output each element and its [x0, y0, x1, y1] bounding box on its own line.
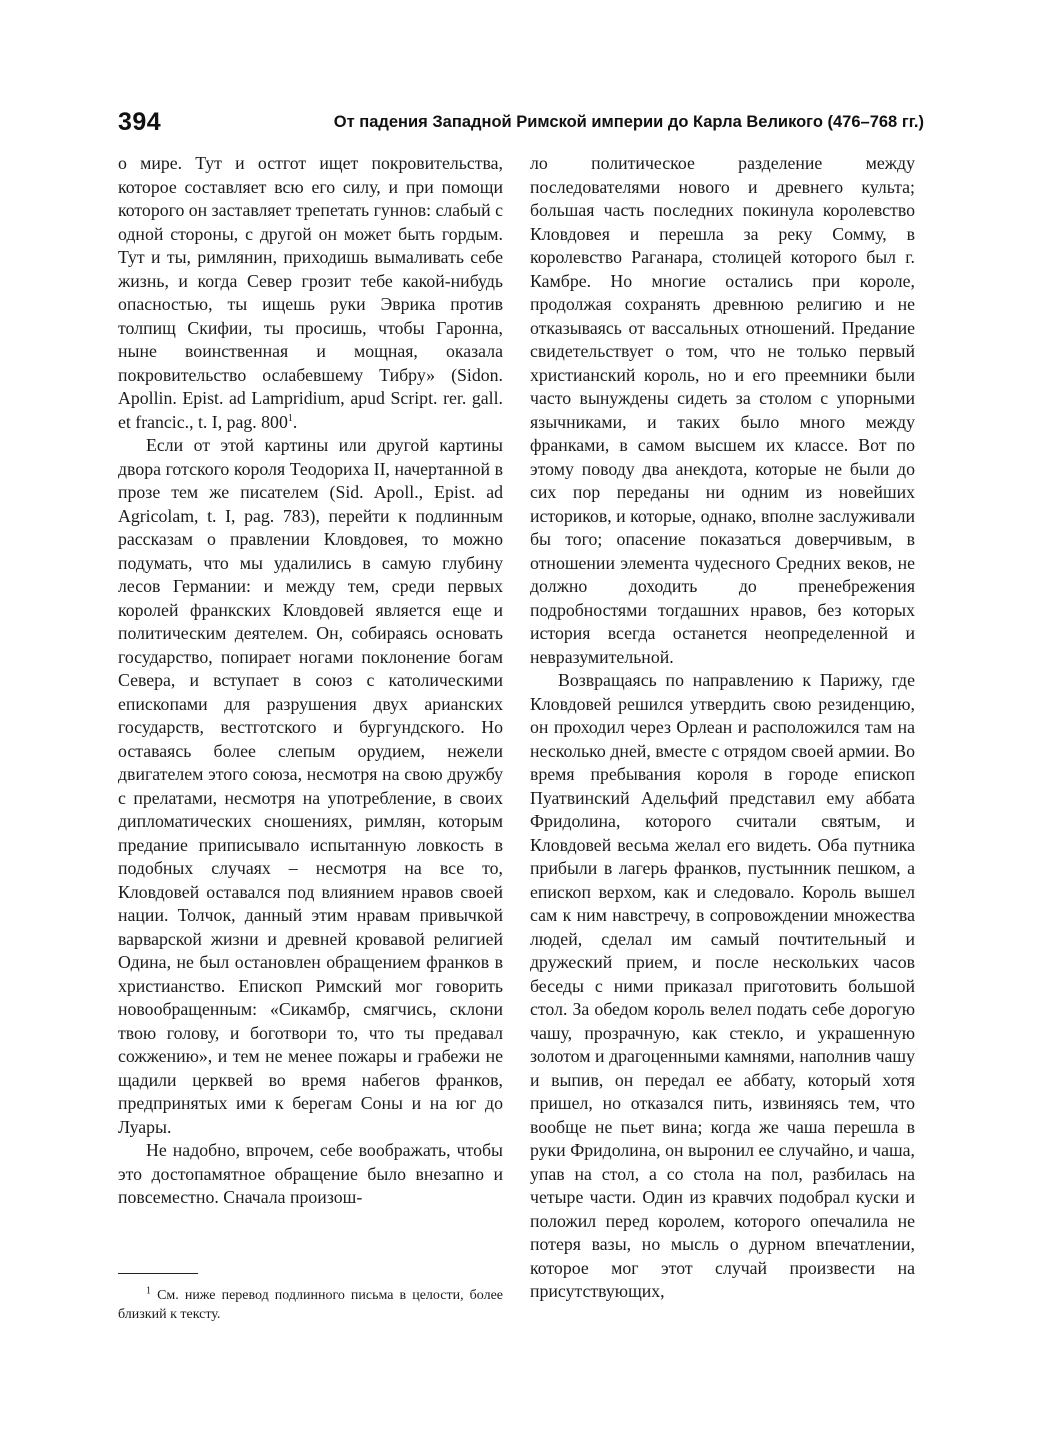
paragraph: Если от этой картины или другой картины двора готского короля Теодориха II, начертанной в прозе тем же писателем (Sid. Apoll., Epist. ad Agricolam, t. I, pag. 783), перейти к подлинным рассказам о правлении Кловдовея, то можно подумать, что мы удалились в самую глубину лесов Германии: и между тем, среди первых королей франкских Кловдовей является еще и политическим деятелем. Он, собираясь основать государство, попирает ногами поклонение богам Севера, и вступает в союз с католическими епископами для разрушения двух арианских государств, вестготского и бургундского. Но оставаясь более слепым орудием, нежели двигателем этого союза, несмотря на свою дружбу с прелатами, несмотря на употребление, в своих дипломатических сношениях, римлян, которым предание приписывало испытанную ловкость в подобных случаях – несмотря на все то, Кловдовей оставался под влиянием нравов своей нации. Толчок, данный этим нравам привычкой варварской жизни и древней кровавой религией Одина, не был остановлен обращением франков в христианство. Епископ Римский мог говорить новообращенным: «Сикамбр, смягчись, склони твою голову, и боготвори то, что ты предавал сожжению», и тем не менее пожары и грабежи не щадили церквей во время набегов франков, предпринятых ими к берегам Соны и на юг до Луары.	[118, 435, 503, 1137]
running-title: От падения Западной Римской империи до Карла Великого (476–768 гг.)	[333, 113, 924, 131]
footnote-divider	[118, 1273, 198, 1274]
page-number: 394	[118, 108, 162, 136]
footnote-reference[interactable]: 1	[287, 412, 293, 424]
footnote-text: См. ниже перевод подлинного письма в целости, более близкий к тексту.	[118, 1288, 503, 1322]
footnote-mark: 1	[146, 1285, 151, 1297]
paragraph-text: о мире. Тут и остгот ищет покровительства, которое составляет всю его силу, и при помощи которого он заставляет трепетать гуннов: слабый с одной стороны, с другой он может быть гордым. Тут и ты, римлянин, приходишь вымаливать себе жизнь, и когда Север грозит тебе какой-нибудь опасностью, ты ищешь руки Эврика против толпищ Скифии, ты просишь, чтобы Гаронна, ныне воинственная и мощная, оказала покровительство ослабевшему Тибру» (Sidon. Apollin. Epist. ad Lampridium, apud Script. rer. gall. et francic., t. I, pag. 800	[118, 153, 503, 432]
footnote	[118, 1286, 503, 1324]
paragraph	[118, 152, 503, 434]
paragraph-end: .	[292, 411, 298, 432]
paragraph: Не надобно, впрочем, себе воображать, чтобы это достопамятное обращение было внезапно и повсеместно. Сначала произош-	[118, 1140, 503, 1207]
paragraph: Возвращаясь по направлению к Парижу, где Кловдовей решился утвердить свою резиденцию, он проходил через Орлеан и расположился там на несколько дней, вместе с отрядом своей армии. Во время пребывания короля в городе епископ Пуатвинский Адельфий представил ему аббата Фридолина, которого считали святым, и Кловдовей весьма желал его видеть. Оба путника прибыли в лагерь франков, пустынник пешком, а епископ верхом, как и следовало. Король вышел сам к ним навстречу, в сопровождении множества людей, сделал им самый почтительный и дружеский прием, и после нескольких часов беседы с ними приказал приготовить большой стол. За обедом король велел подать себе дорогую чашу, прозрачную, как стекло, и украшенную золотом и драгоценными камнями, наполнив чашу и выпив, он передал ее аббату, который хотя пришел, но отказался пить, извиняясь тем, что вообще не пьет вина; когда же чаша перешла в руки Фридолина, он выронил ее случайно, и чаша, упав на стол, а со стола на пол, разбилась на четыре части. Один из кравчих подобрал куски и положил перед королем, которого опечалила не потеря вазы, но мысль о дурном впечатлении, которое мог этот случай произвести на присутствующих,	[530, 670, 915, 1301]
right-column	[530, 152, 915, 1304]
paragraph: ло политическое разделение между последователями нового и древнего культа; большая часть последних покинула королевство Кловдовея и перешла за реку Сомму, в королевство Раганара, столицей которого был г. Камбре. Но многие остались при короле, продолжая сохранять древнюю религию и не отказываясь от вассальных отношений. Предание свидетельствует о том, что не только первый христианский король, но и его преемники были часто вынуждены сидеть за столом с упорными язычниками, и таких было много между франками, в самом высшем их классе. Вот по этому поводу два анекдота, которые не были до сих пор переданы ни одним из новейших историков, и которые, однако, вполне заслуживали бы того; опасение показаться доверчивым, в отношении элемента чудесного Средних веков, не должно доходить до пренебрежения подробностями тогдашних нравов, без которых история всегда останется неопределенной и невразумительной.	[530, 153, 915, 667]
left-column	[118, 152, 503, 1210]
